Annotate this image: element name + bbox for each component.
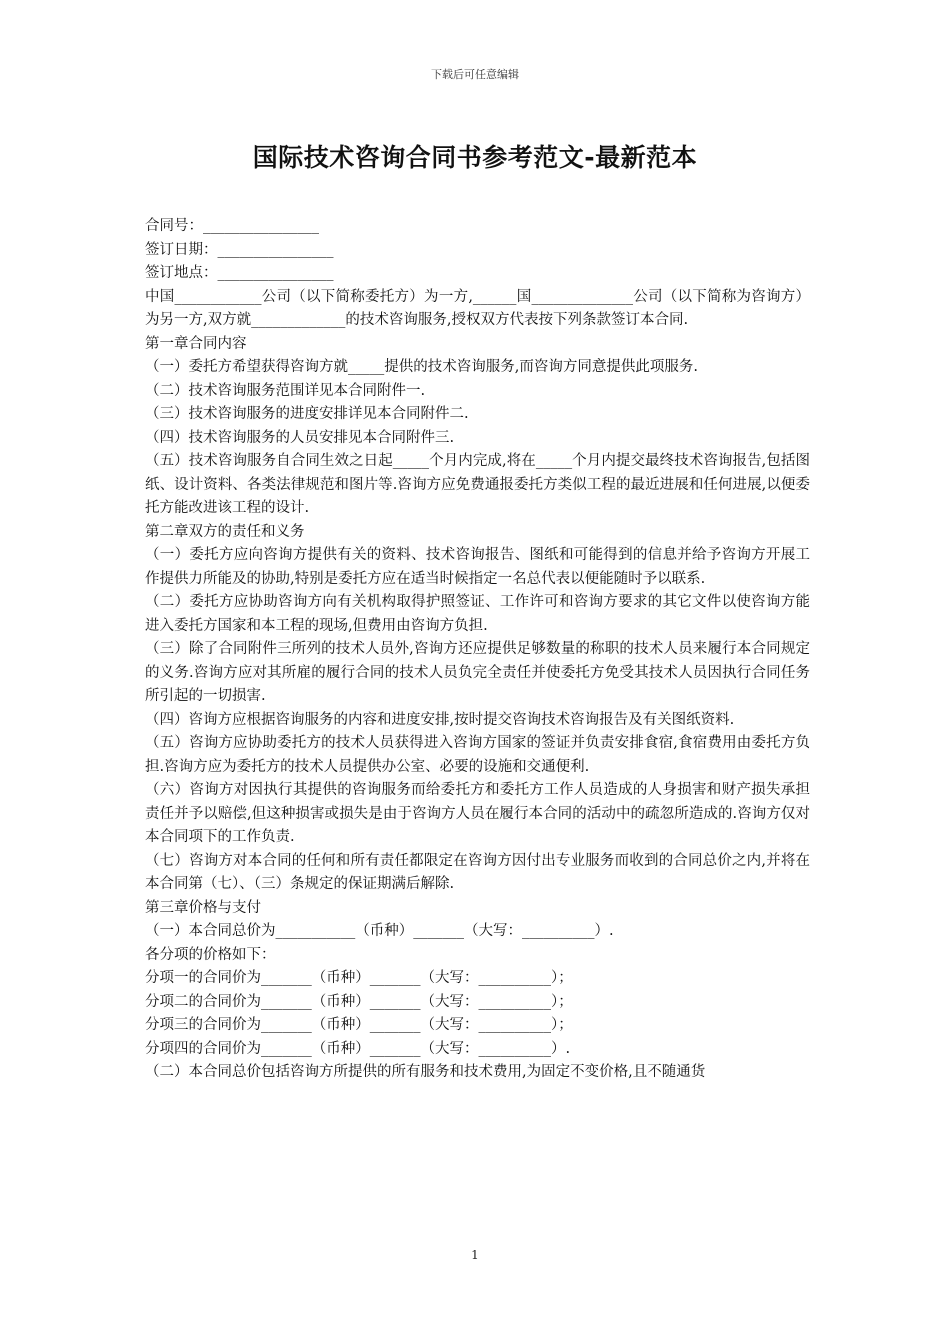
contract-number-line: 合同号：________________: [145, 218, 319, 234]
clause-paragraph: （七）咨询方对本合同的任何和所有责任都限定在咨询方因付出专业服务而收到的合同总价之内,并将在本合同第（七）、（三）条规定的保证期满后解除.: [145, 852, 810, 892]
clause-paragraph: （三）技术咨询服务的进度安排详见本合同附件二.: [145, 406, 469, 422]
clause-paragraph: （二）本合同总价包括咨询方所提供的所有服务和技术费用,为固定不变价格,且不随通货: [145, 1064, 706, 1080]
clause-paragraph: （一）委托方希望获得咨询方就_____提供的技术咨询服务,而咨询方同意提供此项服务.: [145, 359, 698, 375]
clause-paragraph: （五）咨询方应协助委托方的技术人员获得进入咨询方国家的签证并负责安排食宿,食宿费用由委托方负担.咨询方应为委托方的技术人员提供办公室、必要的设施和交通便利.: [145, 735, 810, 775]
chapter-heading: 第三章价格与支付: [145, 899, 261, 916]
clause-paragraph: （六）咨询方对因执行其提供的咨询服务而给委托方和委托方工作人员造成的人身损害和财产损失承担责任并予以赔偿,但这种损害或损失是由于咨询方人员在履行本合同的活动中的疏忽所造成的.咨询方仅对本合同项下的工作负责.: [145, 782, 810, 845]
document-title: 国际技术咨询合同书参考范文-最新范本: [252, 143, 698, 172]
chapter-heading: 第二章双方的责任和义务: [145, 523, 305, 540]
clause-paragraph: （二）技术咨询服务范围详见本合同附件一.: [145, 382, 426, 399]
clause-paragraph: （四）咨询方应根据咨询服务的内容和进度安排,按时提交咨询技术咨询报告及有关图纸资料.: [145, 711, 735, 728]
price-line: （一）本合同总价为___________（币种）_______（大写：__________）.: [145, 923, 614, 939]
signing-date-line: 签订日期：________________: [145, 241, 334, 258]
document-body: [145, 215, 810, 1085]
page-number: 1: [471, 1248, 479, 1262]
clause-paragraph: （一）委托方应向咨询方提供有关的资料、技术咨询报告、图纸和可能得到的信息并给予咨询方开展工作提供力所能及的协助,特别是委托方应在适当时候指定一名总代表以便能随时予以联系.: [145, 547, 810, 587]
preamble-paragraph: 中国____________公司（以下简称委托方）为一方,______国______________公司（以下简称为咨询方）为另一方,双方就_____________的技术咨询服务,授权双方代表按下列条款签订本合同.: [145, 288, 810, 328]
price-line: 分项四的合同价为_______（币种）_______（大写：__________）.: [145, 1040, 571, 1057]
clause-paragraph: （三）除了合同附件三所列的技术人员外,咨询方还应提供足够数量的称职的技术人员来履行本合同规定的义务.咨询方应对其所雇的履行合同的技术人员负完全责任并使委托方免受其技术人员因执行合同任务所引起的一切损害.: [145, 641, 810, 704]
price-line: 分项二的合同价为_______（币种）_______（大写：__________）；: [145, 993, 573, 1010]
clause-paragraph: （五）技术咨询服务自合同生效之日起_____个月内完成,将在_____个月内提交最终技术咨询报告,包括图纸、设计资料、各类法律规范和图片等.咨询方应免费通报委托方类似工程的最近进展和任何进展,以便委托方能改进该工程的设计.: [145, 453, 810, 516]
page-header: 下载后可任意编辑: [431, 68, 519, 81]
chapter-heading: 第一章合同内容: [145, 335, 247, 352]
price-line: 分项三的合同价为_______（币种）_______（大写：__________）；: [145, 1017, 573, 1033]
clause-paragraph: （四）技术咨询服务的人员安排见本合同附件三.: [145, 429, 455, 446]
clause-paragraph: （二）委托方应协助咨询方向有关机构取得护照签证、工作许可和咨询方要求的其它文件以使咨询方能进入委托方国家和本工程的现场,但费用由咨询方负担.: [145, 594, 810, 634]
price-line: 分项一的合同价为_______（币种）_______（大写：__________）；: [145, 970, 573, 986]
signing-place-line: 签订地点：________________: [145, 265, 334, 281]
price-line: 各分项的价格如下：: [145, 946, 276, 963]
